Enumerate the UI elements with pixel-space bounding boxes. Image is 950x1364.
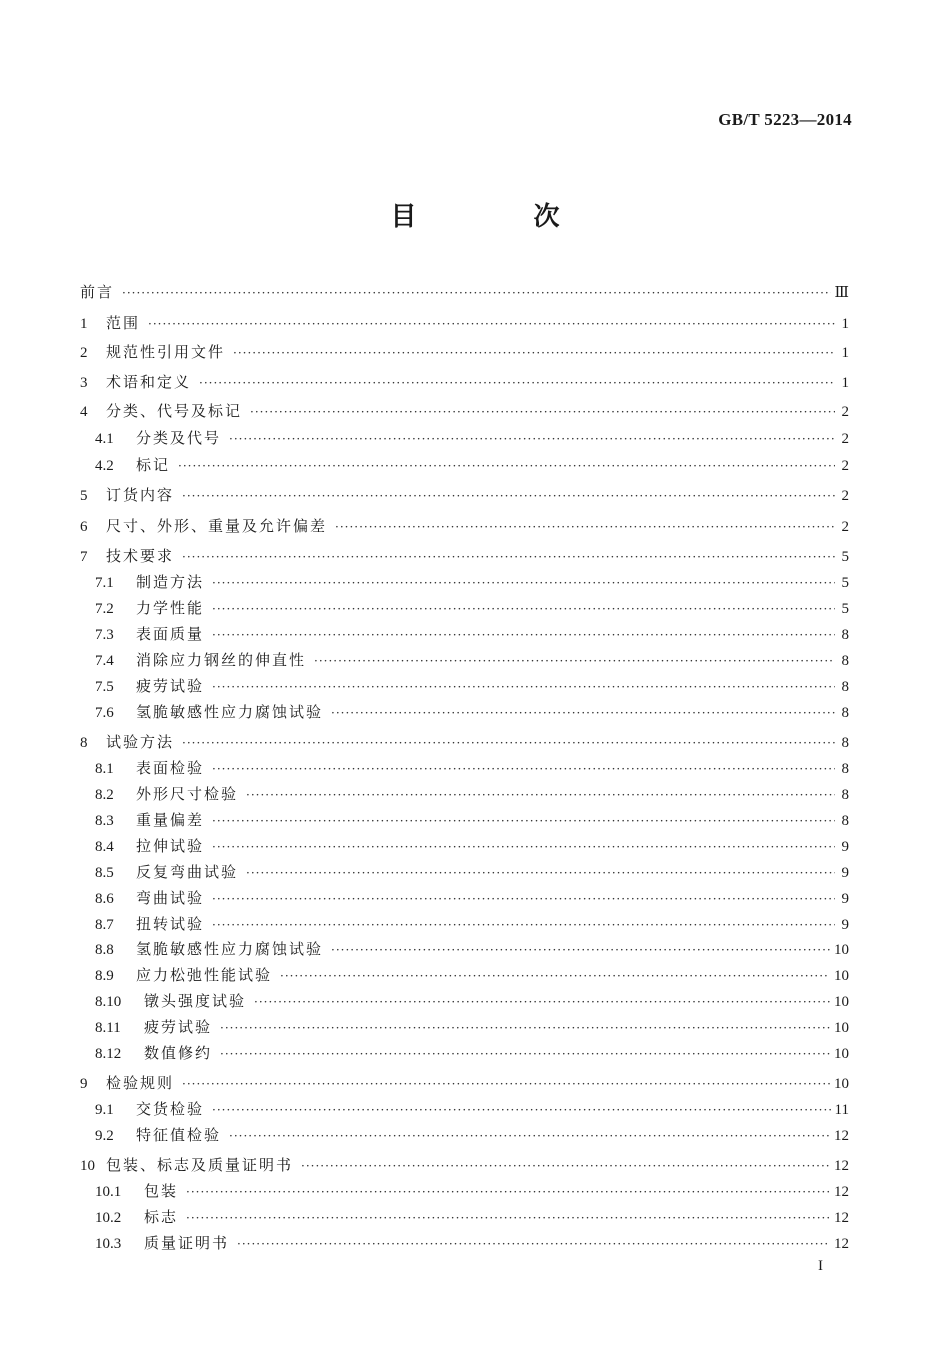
toc-leader-dots <box>301 1154 830 1176</box>
toc-entry[interactable] <box>95 938 849 960</box>
toc-entry-label: 表面检验 <box>136 759 205 777</box>
toc-entry-page: 1 <box>841 375 849 391</box>
toc-entry-page: 8 <box>841 653 849 669</box>
toc-entry-label: 特征值检验 <box>136 1126 222 1144</box>
toc-entry-page: 9 <box>841 865 849 881</box>
toc-entry-page: 10 <box>834 942 849 958</box>
toc-leader-dots <box>246 861 835 883</box>
toc-entry-page: 2 <box>841 404 849 420</box>
toc-leader-dots <box>212 887 835 909</box>
toc-entry[interactable] <box>95 454 849 476</box>
toc-entry[interactable] <box>95 757 849 779</box>
toc-entry-number: 10 <box>80 1158 95 1174</box>
page-title: 目 次 <box>390 202 614 232</box>
toc-entry-label: 检验规则 <box>106 1074 175 1092</box>
toc-entry-page: 8 <box>841 735 849 751</box>
toc-entry[interactable] <box>95 913 849 935</box>
toc-entry-label: 消除应力钢丝的伸直性 <box>136 651 307 669</box>
toc-entry[interactable] <box>95 1206 849 1228</box>
toc-entry-number: 8.1 <box>95 761 114 777</box>
toc-entry-label: 弯曲试验 <box>136 889 205 907</box>
toc-entry-label: 扭转试验 <box>136 915 205 933</box>
toc-entry-label: 表面质量 <box>136 625 205 643</box>
toc-leader-dots <box>331 938 830 960</box>
toc-entry-number: 6 <box>80 519 88 535</box>
toc-entry-label: 标记 <box>136 456 171 474</box>
toc-entry-label: 重量偏差 <box>136 811 205 829</box>
toc-entry-label: 包装、标志及质量证明书 <box>106 1156 294 1174</box>
toc-entry-page: 11 <box>834 1102 849 1118</box>
toc-entry-page: 10 <box>834 994 849 1010</box>
toc-entry-number: 8.6 <box>95 891 114 907</box>
toc-entry-label: 应力松弛性能试验 <box>136 966 273 984</box>
toc-entry[interactable] <box>95 783 849 805</box>
toc-entry[interactable] <box>95 623 849 645</box>
toc-entry[interactable] <box>95 1232 849 1254</box>
toc-leader-dots <box>212 835 835 857</box>
toc-entry-label: 前言 <box>80 283 115 301</box>
toc-leader-dots <box>314 649 835 671</box>
toc-entry-label: 包装 <box>144 1182 179 1200</box>
toc-entry-page: 1 <box>841 345 849 361</box>
toc-entry-label: 质量证明书 <box>144 1234 230 1252</box>
toc-entry[interactable] <box>80 371 849 393</box>
toc-entry-number: 10.2 <box>95 1210 122 1226</box>
toc-entry-label: 反复弯曲试验 <box>136 863 239 881</box>
toc-entry-label: 订货内容 <box>106 486 175 504</box>
toc-entry-label: 范围 <box>106 314 141 332</box>
toc-entry-page: 8 <box>841 787 849 803</box>
toc-entry-label: 力学性能 <box>136 599 205 617</box>
toc-entry-number: 7.6 <box>95 705 114 721</box>
toc-entry-page: 8 <box>841 679 849 695</box>
toc-entry-number: 9 <box>80 1076 88 1092</box>
toc-leader-dots <box>220 1042 830 1064</box>
toc-leader-dots <box>229 1124 830 1146</box>
toc-entry-number: 10.1 <box>95 1184 122 1200</box>
toc-entry[interactable] <box>80 731 849 753</box>
toc-entry-number: 8 <box>80 735 88 751</box>
toc-entry-page: 5 <box>841 549 849 565</box>
toc-leader-dots <box>237 1232 830 1254</box>
toc-entry-page: 8 <box>841 627 849 643</box>
toc-leader-dots <box>280 964 830 986</box>
toc-entry-label: 疲劳试验 <box>136 677 205 695</box>
toc-leader-dots <box>254 990 830 1012</box>
toc-entry-label: 制造方法 <box>136 573 205 591</box>
toc-leader-dots <box>212 809 835 831</box>
toc-entry[interactable] <box>95 1180 849 1202</box>
toc-entry-number: 3 <box>80 375 88 391</box>
toc-entry[interactable] <box>95 1042 849 1064</box>
toc-entry-page: 9 <box>841 891 849 907</box>
toc-leader-dots <box>246 783 835 805</box>
toc-entry-page: 2 <box>841 488 849 504</box>
toc-leader-dots <box>199 371 835 393</box>
toc-entry-page: 9 <box>841 917 849 933</box>
toc-leader-dots <box>212 757 835 779</box>
toc-entry-label: 镦头强度试验 <box>144 992 247 1010</box>
toc-entry-page: 5 <box>841 575 849 591</box>
toc-leader-dots <box>186 1180 830 1202</box>
toc-entry-number: 8.11 <box>95 1020 121 1036</box>
toc-leader-dots <box>182 731 835 753</box>
toc-entry[interactable] <box>95 1098 849 1120</box>
toc-entry[interactable] <box>95 1016 849 1038</box>
toc-entry-page: 10 <box>834 1046 849 1062</box>
toc-entry-number: 9.1 <box>95 1102 114 1118</box>
toc-leader-dots <box>220 1016 830 1038</box>
toc-entry[interactable] <box>95 597 849 619</box>
toc-entry-number: 8.8 <box>95 942 114 958</box>
toc-entry[interactable] <box>80 484 849 506</box>
toc-entry[interactable] <box>80 281 849 303</box>
toc-entry[interactable] <box>95 835 849 857</box>
toc-entry-page: 1 <box>841 316 849 332</box>
toc-entry-page: 2 <box>841 458 849 474</box>
toc-entry-label: 规范性引用文件 <box>106 343 226 361</box>
toc-entry-number: 1 <box>80 316 88 332</box>
toc-entry-number: 4 <box>80 404 88 420</box>
toc-entry-page: 12 <box>834 1210 849 1226</box>
toc-entry-label: 氢脆敏感性应力腐蚀试验 <box>136 940 324 958</box>
toc-entry[interactable] <box>95 861 849 883</box>
toc-entry-page: 5 <box>841 601 849 617</box>
toc-leader-dots <box>212 623 835 645</box>
page-number: I <box>818 1258 823 1274</box>
toc-entry-number: 7 <box>80 549 88 565</box>
toc-entry-label: 技术要求 <box>106 547 175 565</box>
toc-entry[interactable] <box>80 312 849 334</box>
toc-entry-number: 8.7 <box>95 917 114 933</box>
toc-entry[interactable] <box>80 400 849 422</box>
toc-entry-label: 分类、代号及标记 <box>106 402 243 420</box>
toc-leader-dots <box>233 341 835 363</box>
toc-leader-dots <box>178 454 835 476</box>
toc-entry-page: 12 <box>834 1236 849 1252</box>
toc-entry[interactable] <box>95 809 849 831</box>
toc-entry-number: 8.12 <box>95 1046 122 1062</box>
toc-entry-number: 7.4 <box>95 653 114 669</box>
toc-entry-label: 拉伸试验 <box>136 837 205 855</box>
toc-entry[interactable] <box>80 515 849 537</box>
toc-entry[interactable] <box>80 1072 849 1094</box>
toc-entry-label: 标志 <box>144 1208 179 1226</box>
standard-code: GB/T 5223—2014 <box>718 110 852 129</box>
toc-entry-number: 9.2 <box>95 1128 114 1144</box>
toc-leader-dots <box>212 571 835 593</box>
toc-leader-dots <box>182 1072 830 1094</box>
toc-entry-label: 氢脆敏感性应力腐蚀试验 <box>136 703 324 721</box>
toc-entry-page: 8 <box>841 813 849 829</box>
toc-entry-label: 疲劳试验 <box>144 1018 213 1036</box>
toc-entry[interactable] <box>95 1124 849 1146</box>
toc-entry-number: 8.5 <box>95 865 114 881</box>
toc-leader-dots <box>212 913 835 935</box>
toc-entry-number: 8.3 <box>95 813 114 829</box>
toc-leader-dots <box>122 281 831 303</box>
toc-entry-page: 8 <box>841 761 849 777</box>
toc-entry-page: 8 <box>841 705 849 721</box>
toc-entry-page: 12 <box>834 1128 849 1144</box>
toc-entry[interactable] <box>95 990 849 1012</box>
toc-entry[interactable] <box>95 675 849 697</box>
toc-leader-dots <box>229 427 835 449</box>
toc-entry-number: 4.1 <box>95 431 114 447</box>
toc-leader-dots <box>186 1206 830 1228</box>
toc-entry-number: 8.10 <box>95 994 122 1010</box>
toc-entry-number: 7.1 <box>95 575 114 591</box>
toc-entry[interactable] <box>95 701 849 723</box>
toc-leader-dots <box>148 312 835 334</box>
toc-entry-label: 试验方法 <box>106 733 175 751</box>
toc-entry-page: 10 <box>834 1076 849 1092</box>
toc-entry-page: 2 <box>841 431 849 447</box>
toc-entry-page: 12 <box>834 1184 849 1200</box>
toc-entry-number: 8.9 <box>95 968 114 984</box>
toc-entry-label: 术语和定义 <box>106 373 192 391</box>
toc-entry[interactable] <box>95 427 849 449</box>
toc-entry-page: 10 <box>834 1020 849 1036</box>
toc-entry-number: 7.2 <box>95 601 114 617</box>
toc-leader-dots <box>212 597 835 619</box>
toc-entry-page: 9 <box>841 839 849 855</box>
toc-entry-number: 2 <box>80 345 88 361</box>
toc-leader-dots <box>250 400 835 422</box>
toc-leader-dots <box>335 515 835 537</box>
toc-entry-number: 7.5 <box>95 679 114 695</box>
toc-entry[interactable] <box>95 649 849 671</box>
toc-entry-number: 7.3 <box>95 627 114 643</box>
toc-entry-page: 2 <box>841 519 849 535</box>
toc-entry-page: 10 <box>834 968 849 984</box>
toc-entry-label: 外形尺寸检验 <box>136 785 239 803</box>
toc-entry-label: 分类及代号 <box>136 429 222 447</box>
toc-entry[interactable] <box>80 341 849 363</box>
toc-leader-dots <box>212 1098 831 1120</box>
toc-entry[interactable] <box>80 545 849 567</box>
toc-leader-dots <box>182 545 835 567</box>
toc-entry-page: 12 <box>834 1158 849 1174</box>
toc-entry-number: 10.3 <box>95 1236 122 1252</box>
toc-entry-number: 8.4 <box>95 839 114 855</box>
toc-entry-page: Ⅲ <box>834 285 849 301</box>
toc-entry[interactable] <box>95 571 849 593</box>
toc-entry[interactable] <box>95 964 849 986</box>
toc-entry-label: 交货检验 <box>136 1100 205 1118</box>
toc-entry[interactable] <box>95 887 849 909</box>
toc-entry-number: 5 <box>80 488 88 504</box>
toc-leader-dots <box>212 675 835 697</box>
toc-entry-label: 数值修约 <box>144 1044 213 1062</box>
toc-entry[interactable] <box>80 1154 849 1176</box>
toc-leader-dots <box>182 484 835 506</box>
toc-entry-label: 尺寸、外形、重量及允许偏差 <box>106 517 328 535</box>
toc-leader-dots <box>331 701 835 723</box>
toc-entry-number: 4.2 <box>95 458 114 474</box>
toc-entry-number: 8.2 <box>95 787 114 803</box>
